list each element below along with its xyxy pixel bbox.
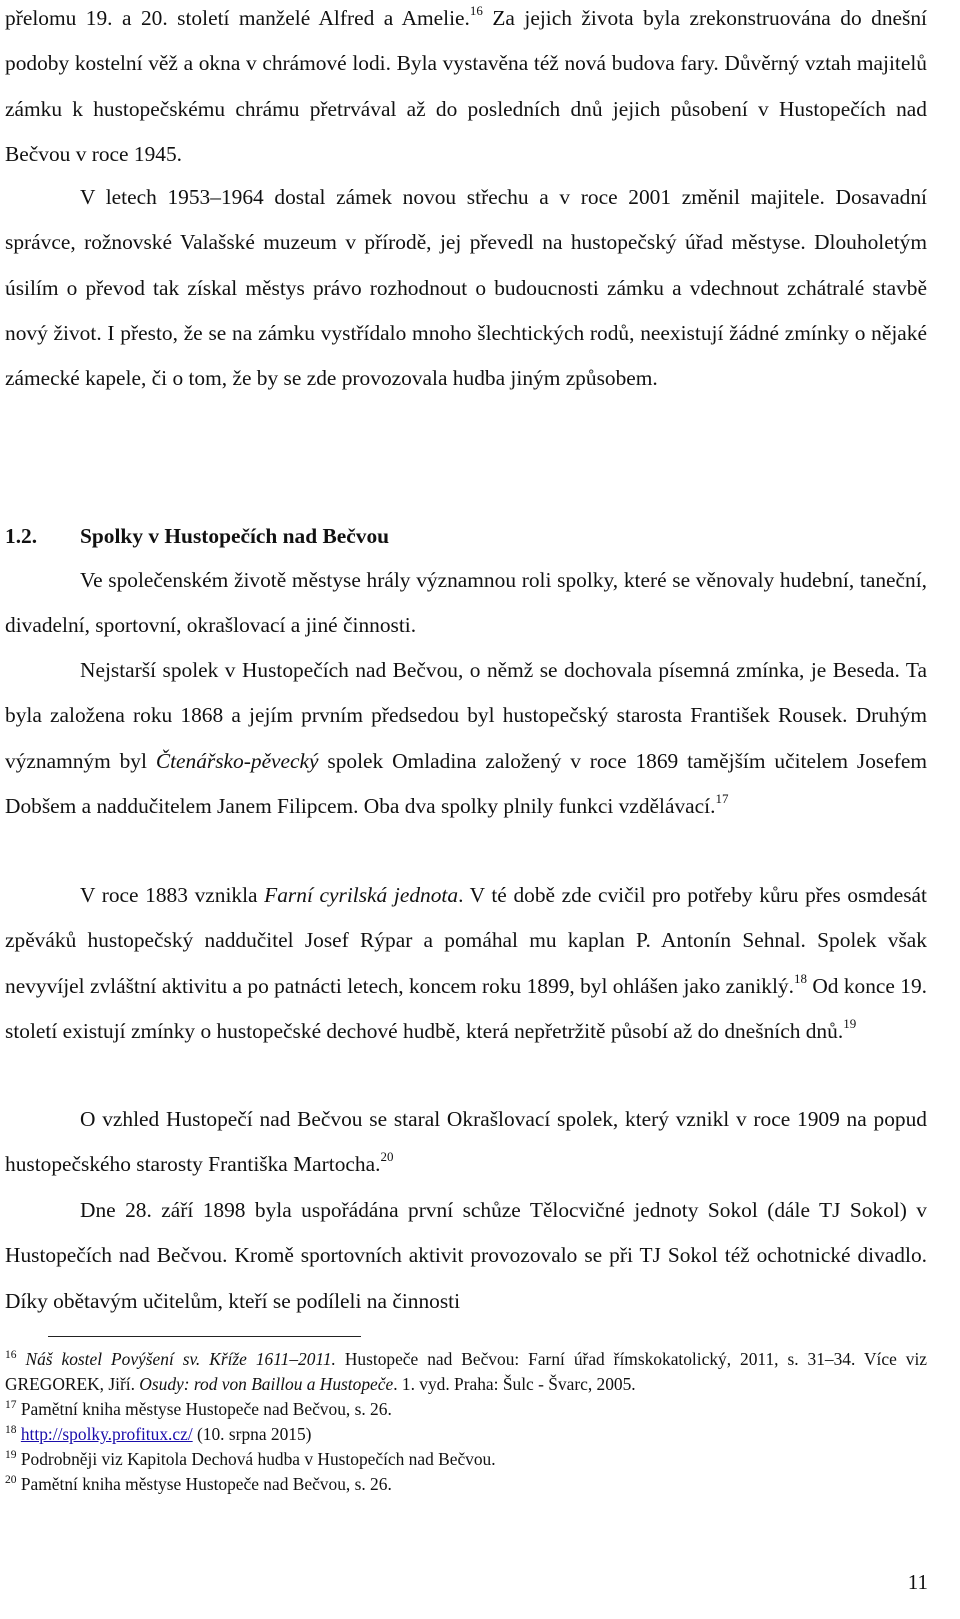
paragraph: V letech 1953–1964 dostal zámek novou střechu a v roce 2001 změnil majitele. Dosavadní správce, rožnovské Valašské muzeum v přírodě, jej převedl na hustopečský úřad městyse. Dlouholetým úsilím o převod tak získal městys právo rozhodnout o budoucnosti zámku a vdechnout zchátralé stavbě nový život. I přesto, že se na zámku vystřídalo mnoho šlechtických rodů, neexistují žádné zmínky o nějaké zámecké kapele, či o tom, že by se zde provozovala hudba jiným způsobem. — [5, 185, 927, 391]
footnote-17: $^{17}$ Pamětní kniha městyse Hustopeče nad Bečvou, s. 26. — [5, 1399, 392, 1419]
section-heading — [5, 514, 389, 559]
footnote-16: $^{16}$ Náš kostel Povýšení sv. Kříže 1611–2011. Hustopeče nad Bečvou: Farní úřad římskokatolický, 2011, s. 31–34. Více viz GREGOREK, Jiří. Osudy: rod von Baillou a Hustopeče. 1. vyd. Praha: Šulc - Švarc, 2005. — [5, 1349, 928, 1394]
page-number: 11 — [907, 1570, 928, 1594]
footnote-ref: 17 — [715, 790, 729, 806]
footnotes — [5, 1347, 927, 1497]
footnote-ref: 19 — [843, 1015, 857, 1031]
section-number: 1.2. — [5, 524, 38, 548]
footnote-link[interactable]: http://spolky.profitux.cz/ — [20, 1424, 193, 1444]
paragraph: O vzhled Hustopečí nad Bečvou se staral Okrašlovací spolek, který vznikl v roce 1909 na popud hustopečského starosty Františka Martocha.$^{20}$ — [5, 1107, 927, 1177]
paragraph: V roce 1883 vznikla Farní cyrilská jednota. V té době zde cvičil pro potřeby kůru přes osmdesát zpěváků hustopečský naddučitel Josef Rýpar a pomáhal mu kaplan P. Antonín Sehnal. Spolek však nevyvíjel zvláštní aktivitu a po patnácti letech, koncem roku 1899, byl ohlášen jako zaniklý.$^{18}$ Od konce 19. století existují zmínky o hustopečské dechové hudbě, která nepřetržitě působí až do dnešních dnů.$^{19}$ — [5, 883, 927, 1043]
footnote-ref: 18 — [793, 970, 807, 986]
paragraph: Ve společenském životě městyse hrály významnou roli spolky, které se věnovaly hudební, taneční, divadelní, sportovní, okrašlovací a jiné činnosti. — [5, 568, 927, 638]
section-title: Spolky v Hustopečích nad Bečvou — [80, 524, 390, 548]
footnote-ref: 16 — [469, 3, 483, 18]
paragraph: Dne 28. září 1898 byla uspořádána první schůze Tělocvičné jednoty Sokol (dále TJ Sokol) v Hustopečích nad Bečvou. Kromě sportovních aktivit provozovalo se při TJ Sokol též ochotnické divadlo. Díky obětavým učitelům, kteří se podíleli na činnosti — [5, 1198, 927, 1313]
footnote-20: $^{20}$ Pamětní kniha městyse Hustopeče nad Bečvou, s. 26. — [5, 1474, 392, 1494]
paragraph: přelomu 19. a 20. století manželé Alfred a Amelie.$^{16}$ Za jejich života byla zrekonstruována do dnešní podoby kostelní věž a okna v chrámové lodi. Byla vystavěna též nová budova fary. Důvěrný vztah majitelů zámku k hustopečskému chrámu přetrvával až do posledních dnů jejich působení v Hustopečích nad Bečvou v roce 1945. — [5, 3, 927, 166]
footnote-separator — [48, 1336, 361, 1337]
paragraph: Nejstarší spolek v Hustopečích nad Bečvou, o němž se dochovala písemná zmínka, je Beseda. Ta byla založena roku 1868 a jejím prvním předsedou byl hustopečský starosta František Rousek. Druhým významným byl Čtenářsko-pěvecký spolek Omladina založený v roce 1869 tamějším učitelem Josefem Dobšem a naddučitelem Janem Filipcem. Oba dva spolky plnily funkci vzdělávací.$^{17}$ — [5, 658, 927, 818]
footnote-18: $^{18}$ http://spolky.profitux.cz/ (10. srpna 2015) — [5, 1424, 312, 1444]
footnote-19: $^{19}$ Podrobněji viz Kapitola Dechová hudba v Hustopečích nad Bečvou. — [5, 1449, 496, 1469]
footnote-ref: 20 — [380, 1149, 394, 1165]
